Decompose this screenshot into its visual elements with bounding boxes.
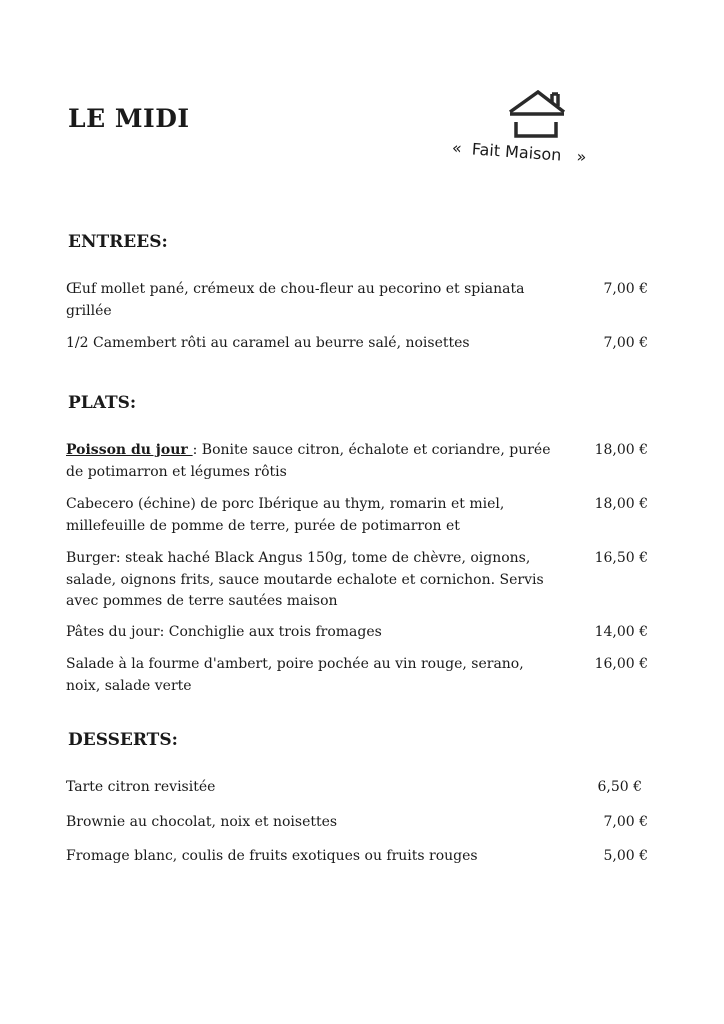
menu-item — [66, 333, 648, 355]
dish-name: Poisson du jour — [66, 442, 193, 458]
house-logo-icon — [448, 90, 628, 180]
menu-item — [66, 494, 648, 537]
item-description: Fromage blanc, coulis de fruits exotiques ou fruits rouges — [66, 848, 478, 864]
item-description: Cabecero (échine) de porc Ibérique au thym, romarin et miel, millefeuille de pomme de terre, purée de potimarron et — [66, 496, 505, 534]
item-price: 18,00 € — [594, 442, 648, 458]
item-description: 1/2 Camembert rôti au caramel au beurre salé, noisettes — [66, 335, 470, 351]
page-title: LE MIDI — [68, 104, 190, 133]
item-description: Brownie au chocolat, noix et noisettes — [66, 814, 338, 830]
menu-item — [66, 846, 648, 868]
item-price: 6,50 € — [597, 779, 642, 795]
item-price: 16,00 € — [594, 656, 648, 672]
item-description: Œuf mollet pané, crémeux de chou-fleur au pecorino et spianata grillée — [66, 281, 525, 319]
item-description: Salade à la fourme d'ambert, poire pochée au vin rouge, serano, noix, salade verte — [66, 656, 524, 694]
item-description: Tarte citron revisitée — [66, 779, 216, 795]
logo-label: « Fait Maison » — [451, 138, 588, 167]
item-price: 14,00 € — [594, 624, 648, 640]
section-title-entrees: ENTREES: — [68, 232, 168, 252]
item-description: Burger: steak haché Black Angus 150g, tome de chèvre, oignons, salade, oignons frits, sauce moutarde echalote et cornichon. Servis avec pommes de terre sautées maison — [66, 550, 544, 609]
section-title-desserts: DESSERTS: — [68, 730, 178, 750]
menu-item — [66, 622, 648, 644]
menu-item — [66, 279, 648, 322]
item-price: 18,00 € — [594, 496, 648, 512]
item-price: 5,00 € — [603, 848, 648, 864]
item-price: 7,00 € — [603, 814, 648, 830]
item-description: Poisson du jour : Bonite sauce citron, échalote et coriandre, purée de potimarron et légumes rôtis — [66, 442, 551, 480]
item-price: 7,00 € — [603, 281, 648, 297]
item-description: Pâtes du jour: Conchiglie aux trois fromages — [66, 624, 382, 640]
menu-item — [66, 654, 648, 697]
item-price: 7,00 € — [603, 335, 648, 351]
menu-item — [66, 440, 648, 483]
menu-item — [66, 812, 648, 834]
menu-item — [66, 548, 648, 613]
item-price: 16,50 € — [594, 550, 648, 566]
menu-item — [66, 777, 648, 799]
section-title-plats: PLATS: — [68, 393, 137, 413]
